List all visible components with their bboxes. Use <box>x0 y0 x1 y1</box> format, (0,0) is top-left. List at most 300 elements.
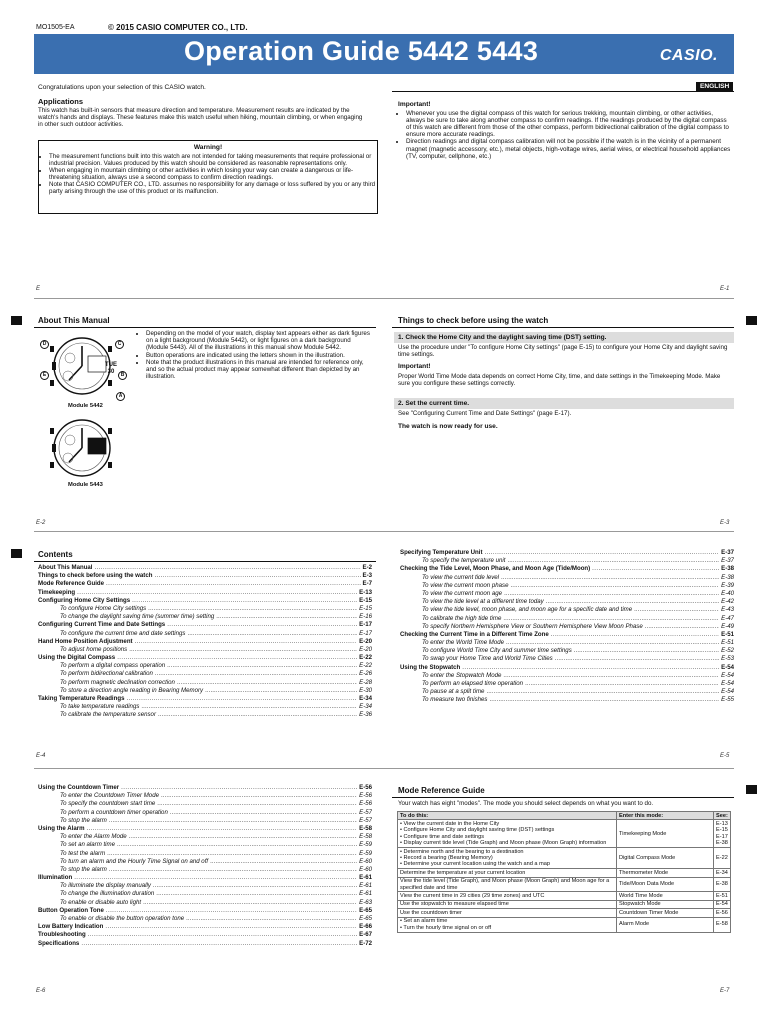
page-marker <box>746 316 757 325</box>
mode-reference-table <box>397 811 731 933</box>
toc-entry <box>400 664 734 672</box>
toc-subentry <box>38 858 372 866</box>
todo-cell <box>398 848 617 869</box>
see-cell <box>714 820 731 848</box>
toc-label: Low Battery Indication <box>38 923 104 931</box>
page-number: E-2 <box>36 520 46 526</box>
toc-leader <box>126 695 357 703</box>
module-5443-label: Module 5443 <box>68 482 103 488</box>
mode-reference-heading: Mode Reference Guide <box>398 786 485 795</box>
toc-label: Using the Digital Compass <box>38 654 116 662</box>
toc-subentry <box>38 662 372 670</box>
toc-entry <box>400 565 734 573</box>
todo-cell <box>398 892 617 900</box>
mode-cell: Thermometer Mode <box>617 869 714 877</box>
toc-label: To enter the Alarm Mode <box>60 833 127 841</box>
mode-cell: Stopwatch Mode <box>617 900 714 908</box>
toc-page: E-34 <box>359 703 372 711</box>
applications-heading: Applications <box>38 97 84 106</box>
toc-page: E-54 <box>721 688 734 696</box>
toc-leader <box>501 574 719 582</box>
toc-entry <box>38 638 372 646</box>
mode-cell: Digital Compass Mode <box>617 848 714 869</box>
toc-label: To change the daylight saving time (summer time) setting <box>60 613 215 621</box>
section-rule <box>34 561 376 562</box>
toc-page: E-3 <box>362 572 372 580</box>
todo-item: Use the stopwatch to measure elapsed time <box>400 901 509 908</box>
toc-subentry <box>400 598 734 606</box>
important-item: • Direction readings and digital compass calibration will not be possible if the watch is in the vicinity of a permanent magnet (magnetic accessory, etc.), metal objects, high-voltage wires, aerial wires, or electrical household appliances (TV, computer, cellphone, etc.) <box>406 138 732 160</box>
toc-label: To enable or disable the button operation tone <box>60 915 185 922</box>
step-1-text: Use the procedure under "To configure Home City settings" (page E-15) to configure your Home City and daylight saving time settings. <box>398 344 728 359</box>
toc-leader <box>546 598 719 606</box>
button-a-label: A <box>116 392 125 401</box>
casio-logo: CASIO. <box>659 47 718 64</box>
toc-page: E-52 <box>721 647 734 655</box>
toc-page: E-51 <box>721 639 734 647</box>
table-row <box>398 917 731 932</box>
toc-subentry <box>38 882 372 890</box>
toc-page: E-54 <box>721 680 734 687</box>
toc-page: E-49 <box>721 622 734 630</box>
page-marker <box>746 785 757 794</box>
see-cell <box>714 900 731 908</box>
toc-subentry <box>38 841 372 849</box>
toc-label: Configuring Current Time and Date Settings <box>38 621 166 629</box>
about-bullet: • Depending on the model of your watch, display text appears either as dark figures on a light background (Module 5442), or light figures on a dark background (Module 5443). All of the illustrations in this manual show Module 5442. <box>146 330 370 352</box>
toc-label: Specifications <box>38 939 80 947</box>
toc-page: E-59 <box>359 849 372 857</box>
toc-subentry <box>38 792 372 800</box>
toc-page: E-66 <box>359 923 372 931</box>
page-number: E-4 <box>36 753 46 759</box>
toc-entry <box>400 631 734 639</box>
contents-list-right <box>400 549 734 705</box>
title-bar <box>34 34 734 74</box>
toc-leader <box>121 784 357 792</box>
table-row <box>398 877 731 892</box>
toc-leader <box>117 841 357 849</box>
toc-page: E-28 <box>359 678 372 686</box>
toc-entry <box>38 621 372 629</box>
toc-page: E-65 <box>359 906 372 914</box>
step-2-text: See "Configuring Current Time and Date Settings" (page E-17). <box>398 410 572 417</box>
toc-label: Checking the Tide Level, Moon Phase, and Moon Age (Tide/Moon) <box>400 565 591 573</box>
toc-label: To configure the current time and date settings <box>60 629 186 637</box>
todo-item: • Determine your current location using the watch and a map <box>400 861 550 868</box>
toc-leader <box>511 582 720 590</box>
toc-page: E-22 <box>359 662 372 670</box>
toc-page: E-58 <box>359 824 372 832</box>
toc-label: To illuminate the display manually <box>60 882 151 890</box>
page-number: E-6 <box>36 988 46 994</box>
table-header-row <box>398 812 731 820</box>
toc-page: E-67 <box>359 931 372 939</box>
page-marker <box>11 549 22 558</box>
table-row <box>398 848 731 869</box>
toc-subentry <box>38 890 372 898</box>
toc-subentry <box>38 605 372 613</box>
toc-subentry <box>400 623 734 631</box>
table-row <box>398 892 731 900</box>
toc-page: E-17 <box>359 629 372 637</box>
section-rule <box>34 327 376 328</box>
todo-item: • Record a bearing (Bearing Memory) <box>400 854 493 861</box>
see-page: E-38 <box>716 881 728 888</box>
mode-cell: Timekeeping Mode <box>617 820 714 848</box>
toc-label: To pause at a split time <box>422 688 485 696</box>
toc-subentry <box>38 809 372 817</box>
toc-label: To perform magnetic declination correction <box>60 678 175 686</box>
mode-cell: Alarm Mode <box>617 917 714 932</box>
toc-entry <box>400 549 734 557</box>
toc-label: Illumination <box>38 874 73 882</box>
toc-label: To perform a digital compass operation <box>60 662 166 670</box>
page-number: E <box>36 286 41 292</box>
toc-subentry <box>400 590 734 598</box>
table-row <box>398 820 731 848</box>
toc-page: E-51 <box>721 630 734 638</box>
toc-entry <box>38 825 372 833</box>
toc-entry <box>38 572 372 580</box>
toc-subentry <box>38 817 372 825</box>
toc-label: To configure World Time City and summer time settings <box>422 647 572 655</box>
watch-illustration-5443 <box>38 414 128 486</box>
toc-leader <box>148 605 357 613</box>
toc-entry <box>38 589 372 597</box>
toc-page: E-54 <box>721 671 734 679</box>
toc-subentry <box>400 655 734 663</box>
toc-leader <box>129 833 358 841</box>
about-manual-heading: About This Manual <box>38 316 110 325</box>
toc-page: E-39 <box>721 581 734 589</box>
toc-entry <box>38 564 372 572</box>
toc-leader <box>167 621 357 629</box>
toc-label: To take temperature readings <box>60 703 140 711</box>
toc-label: To enter the Countdown Timer Mode <box>60 792 159 800</box>
toc-page: E-47 <box>721 614 734 622</box>
toc-entry <box>38 654 372 662</box>
toc-leader <box>186 915 357 923</box>
about-bullet: • Button operations are indicated using the letters shown in the illustration. <box>146 352 370 359</box>
mode-cell: World Time Mode <box>617 892 714 900</box>
toc-page: E-53 <box>721 655 734 663</box>
toc-leader <box>506 639 719 647</box>
toc-label: Mode Reference Guide <box>38 580 105 588</box>
toc-leader <box>489 696 719 704</box>
toc-leader <box>105 923 357 931</box>
todo-cell <box>398 869 617 877</box>
see-cell <box>714 917 731 932</box>
toc-leader <box>634 606 719 614</box>
important-text: Proper World Time Mode data depends on correct Home City, time, and date settings in the Timekeeping Mode. Make sure you configure these settings correctly. <box>398 373 721 388</box>
todo-item: • Determine north and the bearing to a destination <box>400 848 524 855</box>
page-number: E-7 <box>720 988 730 994</box>
toc-page: E-17 <box>359 621 372 629</box>
toc-leader <box>485 549 720 557</box>
toc-label: Checking the Current Time in a Different Time Zone <box>400 630 549 638</box>
todo-item: • Configure Home City and daylight saving time (DST) settings <box>400 827 555 834</box>
toc-entry <box>38 940 372 948</box>
todo-cell <box>398 917 617 932</box>
table-row <box>398 900 731 908</box>
toc-label: To perform bidirectional calibration <box>60 670 153 678</box>
toc-label: To specify the temperature unit <box>422 557 506 565</box>
toc-page: E-63 <box>359 898 372 906</box>
toc-leader <box>81 940 357 948</box>
column-header: See: <box>714 812 731 820</box>
toc-subentry <box>38 703 372 711</box>
see-page: E-58 <box>716 921 728 928</box>
toc-page: E-60 <box>359 865 372 873</box>
toc-label: To adjust home positions <box>60 645 128 653</box>
toc-leader <box>135 638 358 646</box>
toc-label: To specify the countdown start time <box>60 800 156 808</box>
page-number: E-3 <box>720 520 730 526</box>
see-cell <box>714 848 731 869</box>
toc-page: E-37 <box>721 549 734 556</box>
see-page: E-38 <box>716 840 728 847</box>
toc-page: E-13 <box>359 588 372 596</box>
toc-subentry <box>38 679 372 687</box>
section-rule <box>392 327 734 328</box>
see-cell <box>714 909 731 917</box>
toc-label: To measure two finishes <box>422 696 488 704</box>
about-bullet: • Note that the product illustrations in this manual are intended for reference only, and so the actual product may appear somewhat different than depicted by an illustration. <box>146 359 370 381</box>
important-item: • Whenever you use the digital compass of this watch for serious trekking, mountain climbing, or other activities, always be sure to take along another compass to confirm readings. If the readings produced by the digital compass of this watch are different from those of the other compass, perform bidirectional calibration of the digital compass to ensure more accurate readings. <box>406 110 732 139</box>
toc-leader <box>525 680 719 688</box>
toc-page: E-43 <box>721 606 734 614</box>
toc-subentry <box>38 670 372 678</box>
toc-leader <box>156 890 357 898</box>
important-block <box>398 101 732 160</box>
toc-label: Using the Alarm <box>38 824 85 832</box>
toc-label: To perform a countdown timer operation <box>60 808 168 816</box>
toc-page: E-30 <box>359 686 372 694</box>
button-e-label: E <box>40 371 49 380</box>
toc-leader <box>177 679 357 687</box>
see-page: E-13 <box>716 820 728 827</box>
toc-leader <box>109 817 357 825</box>
page-number: E-5 <box>720 753 730 759</box>
toc-subentry <box>400 615 734 623</box>
toc-page: E-55 <box>721 696 734 704</box>
watch-display-date: 30 <box>107 369 115 375</box>
toc-label: To configure Home City settings <box>60 604 147 612</box>
toc-entry <box>38 580 372 588</box>
see-page: E-54 <box>716 901 728 908</box>
toc-leader <box>106 580 360 588</box>
toc-subentry <box>38 866 372 874</box>
button-b-label: B <box>118 371 127 380</box>
contents-heading: Contents <box>38 550 73 559</box>
toc-subentry <box>400 639 734 647</box>
toc-label: To perform an elapsed time operation <box>422 680 524 687</box>
see-page: E-56 <box>716 909 728 916</box>
toc-page: E-34 <box>359 695 372 702</box>
toc-page: E-15 <box>359 604 372 612</box>
toc-leader <box>155 670 357 678</box>
toc-subentry <box>38 800 372 808</box>
toc-label: To change the illumination duration <box>60 890 155 898</box>
toc-page: E-36 <box>359 711 372 719</box>
toc-subentry <box>400 696 734 704</box>
toc-leader <box>109 866 357 874</box>
toc-leader <box>210 858 357 866</box>
see-cell <box>714 892 731 900</box>
toc-leader <box>205 687 357 695</box>
toc-page: E-38 <box>721 573 734 581</box>
toc-page: E-61 <box>359 874 372 882</box>
page-separator <box>34 768 734 769</box>
toc-leader <box>504 590 719 598</box>
toc-leader <box>74 874 357 882</box>
toc-label: Troubleshooting <box>38 931 86 939</box>
toc-page: E-61 <box>359 890 372 898</box>
toc-leader <box>88 931 357 939</box>
toc-entry <box>38 695 372 703</box>
toc-subentry <box>400 647 734 655</box>
table-row <box>398 869 731 877</box>
toc-page: E-40 <box>721 589 734 597</box>
toc-label: About This Manual <box>38 564 93 571</box>
copyright-notice: © 2015 CASIO COMPUTER CO., LTD. <box>108 23 248 32</box>
toc-label: To turn an alarm and the Hourly Time Signal on and off <box>60 857 209 865</box>
toc-label: To view the tide level, moon phase, and moon age for a specific date and time <box>422 606 633 614</box>
toc-leader <box>216 613 357 621</box>
toc-label: To calibrate the high tide time <box>422 614 502 622</box>
todo-cell <box>398 877 617 892</box>
toc-label: To enable or disable auto light <box>60 898 142 906</box>
section-rule <box>392 797 734 798</box>
module-5442-label: Module 5442 <box>68 403 103 409</box>
toc-leader <box>167 662 357 670</box>
toc-leader <box>107 850 357 858</box>
toc-subentry <box>38 646 372 654</box>
toc-entry <box>38 597 372 605</box>
toc-leader <box>503 672 719 680</box>
todo-item: • Set an alarm time <box>400 918 448 925</box>
todo-item: View the tide level (Tide Graph), and Moon phase (Moon Graph) and Moon age for a specified date and time <box>400 878 610 891</box>
toc-subentry <box>400 672 734 680</box>
mode-cell: Tide/Moon Data Mode <box>617 877 714 892</box>
mode-cell: Countdown Timer Mode <box>617 909 714 917</box>
todo-item: • Display current tide level (Tide Graph) and Moon phase (Moon Graph) information <box>400 840 607 847</box>
toc-page: E-57 <box>359 808 372 816</box>
toc-leader <box>106 907 357 915</box>
toc-leader <box>77 589 357 597</box>
toc-leader <box>503 615 719 623</box>
see-page: E-51 <box>716 892 728 899</box>
toc-label: Button Operation Tone <box>38 906 104 914</box>
toc-page: E-7 <box>362 580 372 588</box>
toc-subentry <box>400 680 734 688</box>
toc-label: To enter the Stopwatch Mode <box>422 671 502 679</box>
see-page: E-15 <box>716 827 728 834</box>
toc-entry <box>38 874 372 882</box>
toc-page: E-59 <box>359 841 372 849</box>
toc-page: E-22 <box>359 654 372 662</box>
toc-subentry <box>38 613 372 621</box>
page-title: Operation Guide 5442 5443 <box>184 36 539 66</box>
toc-label: To stop the alarm <box>60 816 107 824</box>
table-row <box>398 909 731 917</box>
toc-label: To set an alarm time <box>60 841 115 849</box>
toc-label: Using the Stopwatch <box>400 663 461 671</box>
toc-leader <box>117 654 357 662</box>
toc-label: To store a direction angle reading in Bearing Memory <box>60 686 204 694</box>
toc-leader <box>95 564 361 572</box>
toc-subentry <box>38 833 372 841</box>
button-c-label: C <box>115 340 124 349</box>
toc-page: E-26 <box>359 670 372 678</box>
toc-entry <box>38 907 372 915</box>
toc-page: E-37 <box>721 557 734 565</box>
toc-page: E-54 <box>721 663 734 671</box>
toc-leader <box>507 557 719 565</box>
watch-display-day: TUE <box>105 362 117 368</box>
toc-label: To enter the World Time Mode <box>422 639 505 647</box>
toc-entry <box>38 931 372 939</box>
ready-text: The watch is now ready for use. <box>398 423 498 430</box>
see-page: E-17 <box>716 833 728 840</box>
toc-label: To view the current moon age <box>422 589 503 597</box>
warning-item: • Note that CASIO COMPUTER CO., LTD. assumes no responsibility for any damage or loss suffered by you or any third party arising through the use of this product or its malfunction. <box>49 181 377 195</box>
step-2-heading: 2. Set the current time. <box>394 398 734 409</box>
toc-leader <box>592 565 719 573</box>
see-page: E-22 <box>716 854 728 861</box>
toc-entry <box>38 784 372 792</box>
toc-leader <box>551 631 719 639</box>
todo-cell <box>398 909 617 917</box>
toc-leader <box>132 597 357 605</box>
column-header: To do this: <box>398 812 617 820</box>
toc-leader <box>645 623 719 631</box>
todo-item: • Configure time and date settings <box>400 833 485 840</box>
toc-entry <box>38 923 372 931</box>
toc-label: Things to check before using the watch <box>38 572 153 580</box>
toc-leader <box>486 688 719 696</box>
toc-label: To swap your Home Time and World Time Cities <box>422 655 553 663</box>
toc-subentry <box>400 606 734 614</box>
toc-page: E-56 <box>359 792 372 800</box>
toc-label: Taking Temperature Readings <box>38 695 125 702</box>
divider <box>392 91 734 92</box>
toc-leader <box>154 572 360 580</box>
contents-list-left <box>38 564 372 720</box>
todo-item: Use the countdown timer <box>400 909 462 916</box>
about-bullets <box>138 330 370 380</box>
warning-item: • The measurement functions built into this watch are not intended for taking measurements that require professional or industrial precision. Values produced by this watch should be considered as reasonable representations only. <box>49 153 377 167</box>
toc-label: Hand Home Position Adjustment <box>38 637 133 645</box>
toc-subentry <box>38 899 372 907</box>
todo-item: View the current time in 29 cities (29 time zones) and UTC <box>400 892 545 899</box>
toc-label: To view the tide level at a different time today <box>422 598 544 606</box>
mode-reference-intro: Your watch has eight "modes". The mode you should select depends on what you want to do. <box>398 800 654 807</box>
watch-display-text <box>104 362 118 376</box>
toc-label: To view the current tide level <box>422 573 500 581</box>
toc-page: E-60 <box>359 857 372 865</box>
toc-page: E-2 <box>362 564 372 571</box>
toc-label: Specifying Temperature Unit <box>400 549 483 556</box>
applications-text: This watch has built-in sensors that measure direction and temperature. Measurement results are indicated by the watch's hands and displays. These features make this watch useful when hiking, mountain climbing, or when engaging in other such outdoor activities. <box>38 107 363 129</box>
toc-page: E-16 <box>359 613 372 621</box>
page-separator <box>34 298 734 299</box>
toc-leader <box>141 703 357 711</box>
page-separator <box>34 531 734 532</box>
see-cell <box>714 869 731 877</box>
toc-leader <box>153 882 357 890</box>
